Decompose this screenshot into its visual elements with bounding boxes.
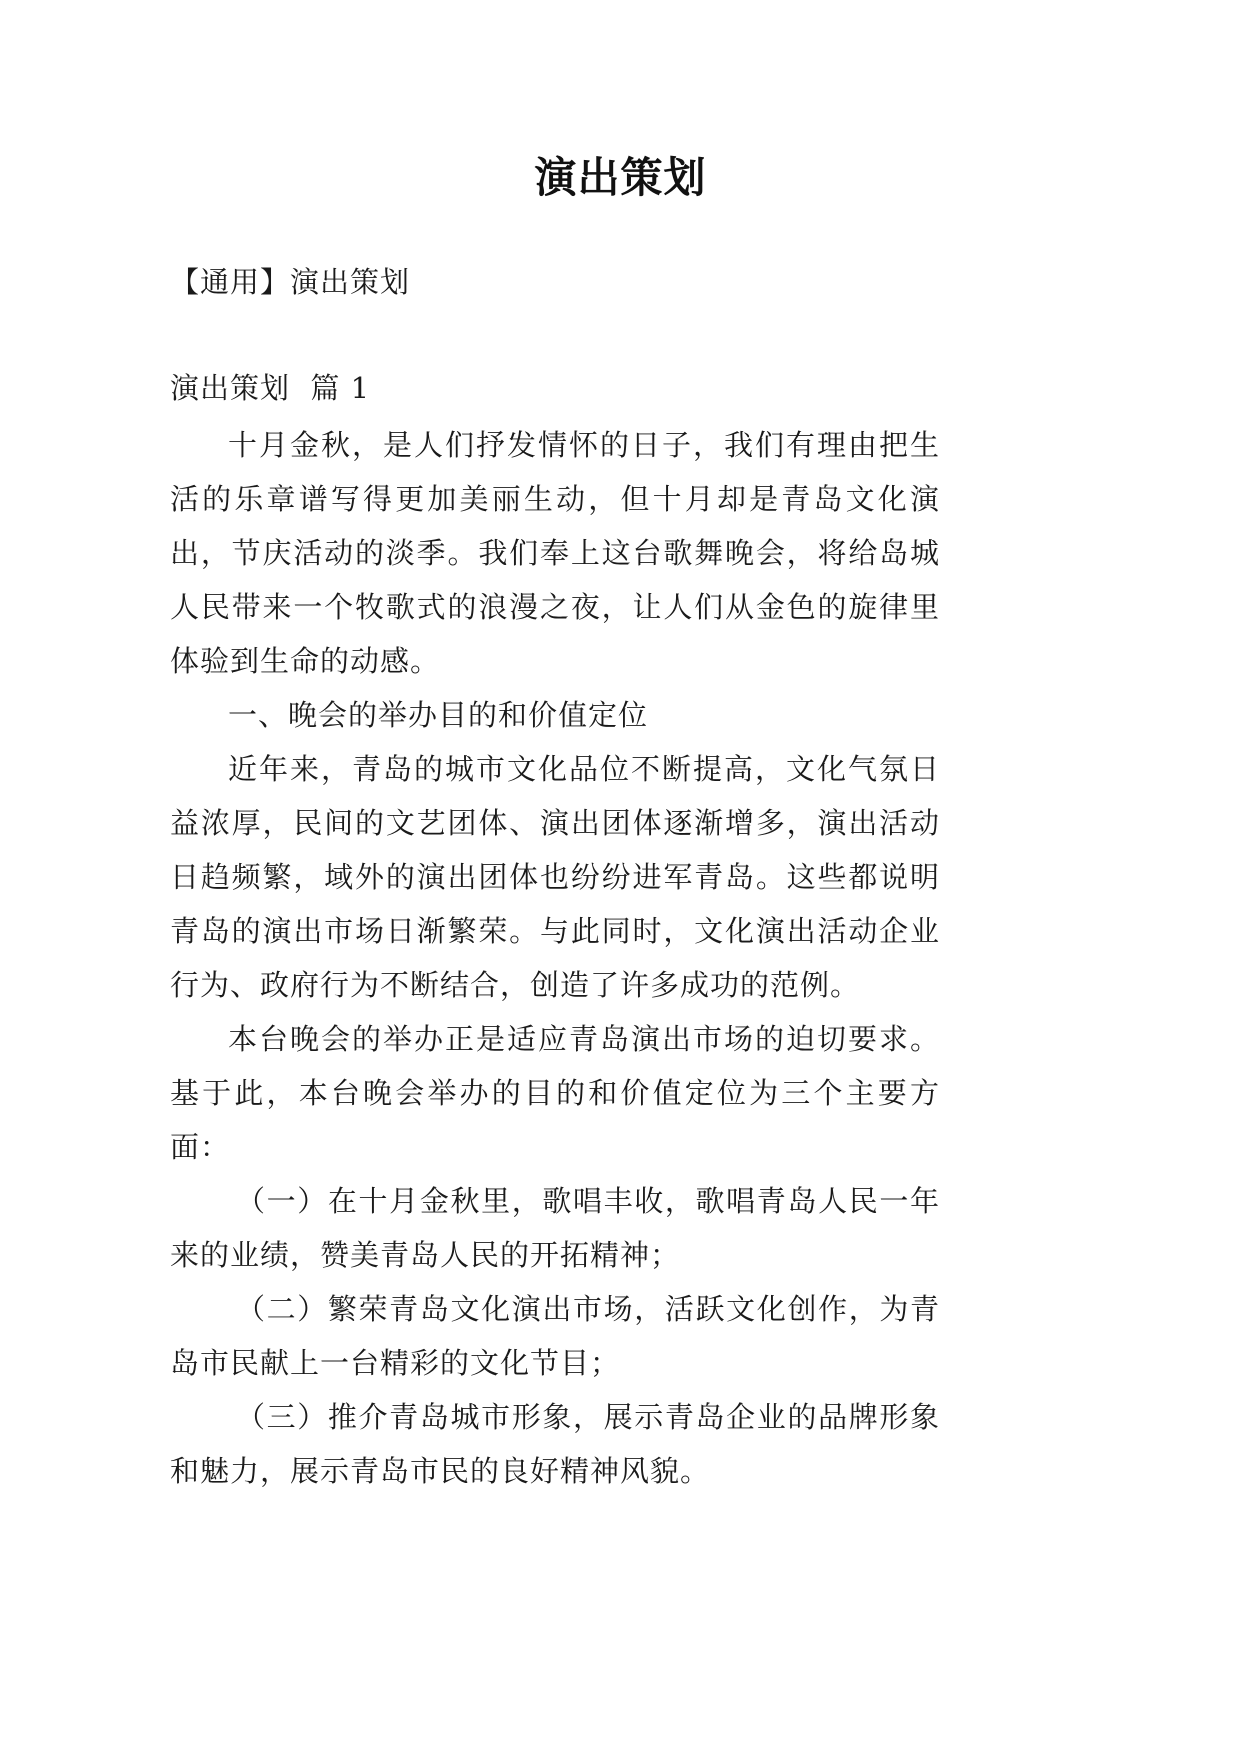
paragraph-heading-purpose: 一、晚会的举办目的和价值定位 (228, 698, 649, 732)
paragraph-intro: 十月金秋，是人们抒发情怀的日子，我们有理由把生活的乐章谱写得更加美丽生动，但十月却是青岛文化演出，节庆活动的淡季。我们奉上这台歌舞晚会，将给岛城人民带来一个牧歌式的浪漫之夜，让人们从金色的旋律里体验到生命的动感。 (170, 428, 940, 678)
paragraph-background: 近年来，青岛的城市文化品位不断提高，文化气氛日益浓厚，民间的文艺团体、演出团体逐渐增多，演出活动日趋频繁，域外的演出团体也纷纷进军青岛。这些都说明青岛的演出市场日渐繁荣。与此同时，文化演出活动企业行为、政府行为不断结合，创造了许多成功的范例。 (170, 752, 940, 1002)
document-subtitle: 【通用】演出策划 (170, 265, 411, 299)
body-text (170, 418, 940, 1498)
list-item-three: （三）推介青岛城市形象，展示青岛企业的品牌形象和魅力，展示青岛市民的良好精神风貌。 (170, 1400, 940, 1488)
list-item-one: （一）在十月金秋里，歌唱丰收，歌唱青岛人民一年来的业绩，赞美青岛人民的开拓精神； (170, 1184, 940, 1272)
list-item-two: （二）繁荣青岛文化演出市场，活跃文化创作，为青岛市民献上一台精彩的文化节目； (170, 1292, 940, 1380)
document-title: 演出策划 (534, 153, 707, 202)
paragraph-purpose-summary: 本台晚会的举办正是适应青岛演出市场的迫切要求。基于此，本台晚会举办的目的和价值定位为三个主要方面： (170, 1022, 940, 1164)
section-heading: 演出策划 篇 1 (170, 371, 371, 405)
